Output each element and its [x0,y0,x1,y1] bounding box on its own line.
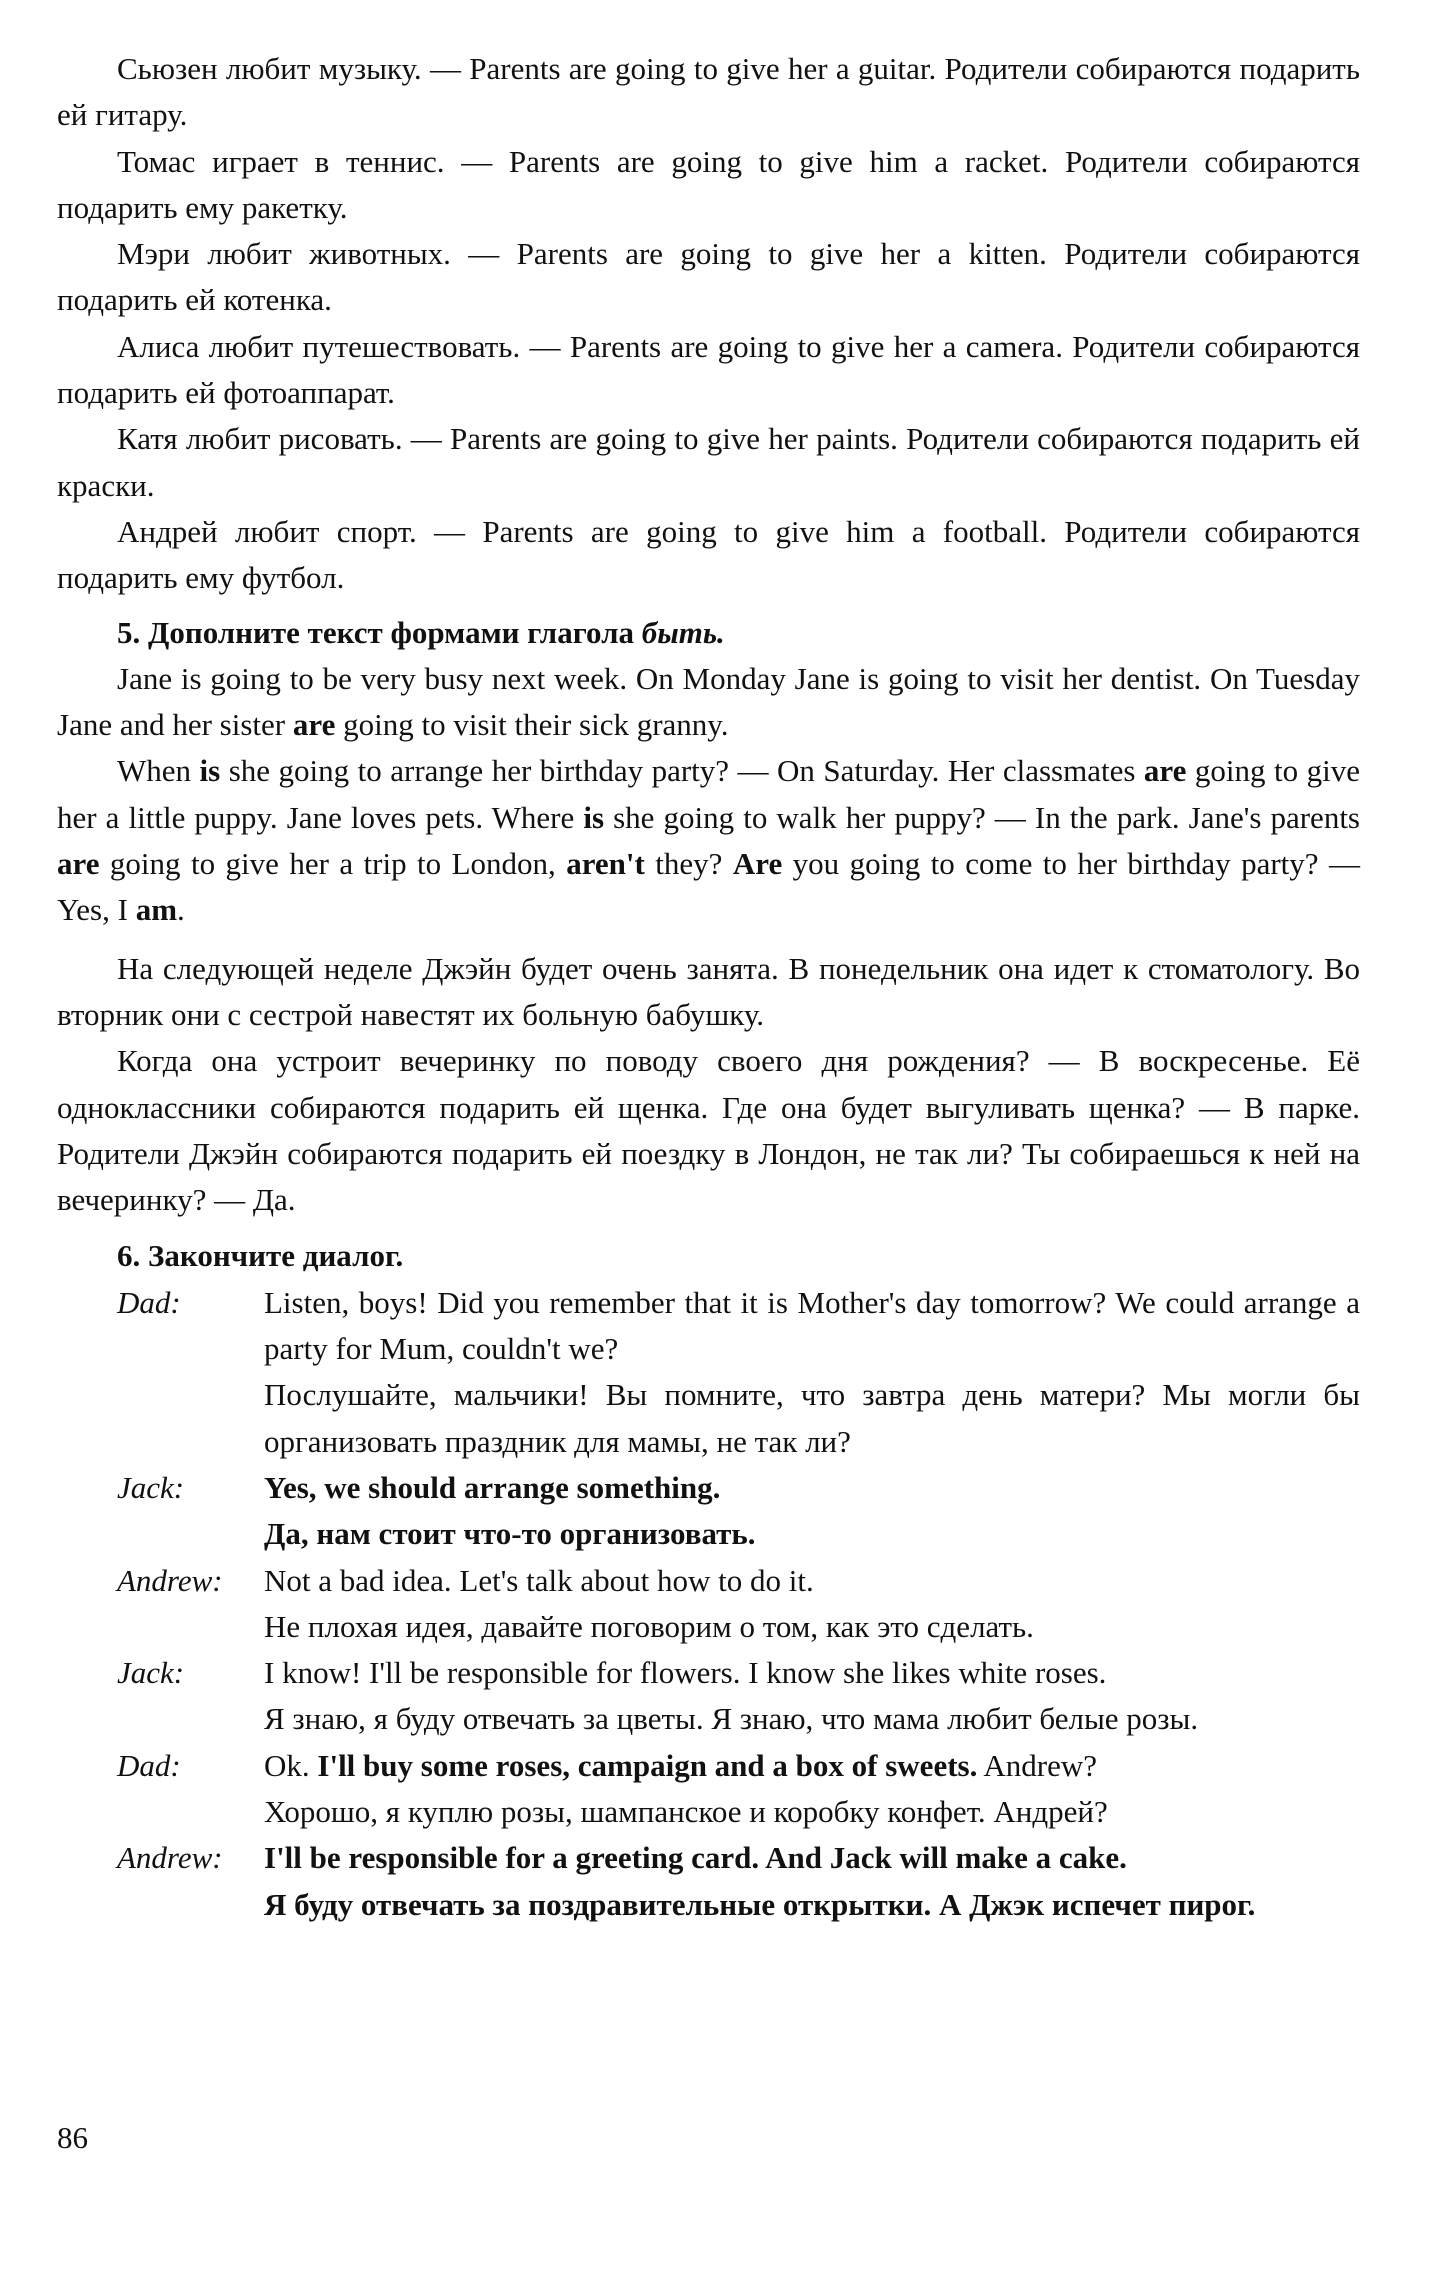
bold-answer: Yes, we should arrange something. [264,1469,721,1505]
text-segment: На следующей неделе Джэйн будет очень занята. В понедельник она идет к стоматологу. Во вторник они с сестрой навестят их больную бабушку. [57,950,1360,1032]
dialogue-line [264,1558,1360,1604]
bold-answer: aren't [566,846,645,882]
textbook-page [57,46,1360,1928]
text-segment: Катя любит рисовать. — Parents are going to give her paints. Родители собираются подарить ей краски. [57,421,1360,503]
text-segment: When [117,753,200,789]
text-segment: they? [644,846,733,882]
exercise-5-heading [57,610,1360,656]
bold-answer: are [1143,753,1187,789]
dialogue-lines [264,1558,1360,1651]
dialogue-turn [57,1835,1360,1928]
text-segment: Хорошо, я куплю розы, шампанское и коробку конфет. Андрей? [264,1793,1108,1829]
text-segment: Мэри любит животных. — Parents are going to give her a kitten. Родители собираются подарить ей котенка. [57,236,1360,318]
dialogue-line [264,1604,1360,1650]
dialogue-line [264,1882,1360,1928]
bold-answer: Да, нам стоит что-то организовать. [264,1516,756,1552]
speaker-label: Dad: [117,1747,181,1783]
dialogue-line [264,1280,1360,1373]
text-segment: Не плохая идея, давайте поговорим о том, как это сделать. [264,1608,1034,1644]
speaker-label: Dad: [117,1284,181,1320]
bold-answer: are [57,846,100,882]
dialogue-line [264,1372,1360,1465]
paragraph [57,748,1360,933]
speaker-label: Andrew: [117,1562,223,1598]
paragraph [57,416,1360,509]
paragraph [57,656,1360,749]
bold-answer: are [292,707,336,743]
paragraph [57,1038,1360,1223]
dialogue-turn [57,1743,1360,1836]
text-segment: Listen, boys! Did you remember that it is Mother's day tomorrow? We could arrange a party for Mum, couldn't we? [264,1284,1360,1367]
dialogue-line [264,1789,1360,1835]
text-segment: Томас играет в теннис. — Parents are going to give him a racket. Родители собираются подарить ему ракетку. [57,143,1360,225]
text-segment: . [177,892,185,928]
text-segment: going to give her a little puppy. Jane loves pets. Where [57,753,1360,835]
dialogue-turn [57,1650,1360,1743]
speaker-label: Jack: [117,1655,185,1691]
text-segment: Я знаю, я буду отвечать за цветы. Я знаю, что мама любит белые розы. [264,1701,1199,1737]
dialogue-line [264,1696,1360,1742]
text-segment: Послушайте, мальчики! Вы помните, что завтра день матери? Мы могли бы организовать праздник для мамы, не так ли? [264,1377,1360,1459]
text-segment: Когда она устроит вечеринку по поводу своего дня рождения? — В воскресенье. Её одноклассники собираются подарить ей щенка. Где она будет выгуливать щенка? — В парке. Родители Джэйн собираются подарить ей поездку в Лондон, не так ли? Ты собираешься к ней на вечеринку? — Да. [57,1043,1360,1218]
bold-answer: I'll buy some roses, campaign and a box of sweets. [317,1747,978,1783]
paragraph [57,46,1360,139]
dialogue-lines [264,1465,1360,1558]
dialogue-line [264,1511,1360,1557]
bold-answer: is [199,753,221,789]
text-segment: she going to arrange her birthday party? — On Saturday. Her classmates [220,753,1144,789]
bold-answer: I'll be responsible for a greeting card. And Jack will make a cake. [264,1840,1127,1876]
dialogue-turn [57,1280,1360,1465]
dialogue-line [264,1650,1360,1696]
paragraph [57,509,1360,602]
dialogue-lines [264,1280,1360,1465]
text-segment: Jane is going to be very busy next week. On Monday Jane is going to visit her dentist. On Tuesday Jane and her sister [57,660,1360,743]
dialogue-turn [57,1465,1360,1558]
text-segment: Andrew? [977,1747,1097,1783]
exercise-5-body [57,656,1360,1224]
dialogue-lines [264,1835,1360,1928]
text-segment: Андрей любит спорт. — Parents are going to give him a football. Родители собираются подарить ему футбол. [57,513,1360,596]
text-segment: I know! I'll be responsible for flowers. I know she likes white roses. [264,1655,1107,1691]
exercise-6-dialogue [57,1280,1360,1928]
text-segment: she going to walk her puppy? — In the park. Jane's parents [604,799,1360,835]
dialogue-line [264,1743,1360,1789]
bold-answer: Я буду отвечать за поздравительные открытки. А Джэк испечет пирог. [264,1886,1256,1922]
exercise-6-heading: 6. Закончите диалог. [117,1238,404,1274]
bold-answer: is [583,799,605,835]
text-segment: you going to come to her birthday party? — Yes, I [57,846,1360,928]
bold-answer: Are [732,846,783,882]
dialogue-line [264,1835,1360,1881]
speaker-label: Andrew: [117,1840,223,1876]
bold-answer: am [135,892,178,928]
dialogue-turn [57,1558,1360,1651]
intro-section [57,46,1360,602]
text-segment: going to visit their sick granny. [335,707,729,743]
heading-emphasis: быть. [641,614,725,650]
paragraph [57,139,1360,232]
text-segment: Not a bad idea. Let's talk about how to do it. [264,1562,814,1598]
text-segment: Ok. [264,1747,318,1783]
text-segment: Алиса любит путешествовать. — Parents are going to give her a camera. Родители собираются подарить ей фотоаппарат. [57,328,1360,411]
paragraph [57,231,1360,324]
dialogue-lines [264,1650,1360,1743]
text-segment: going to give her a trip to London, [99,846,567,882]
speaker-label: Jack: [117,1469,185,1505]
paragraph [57,324,1360,417]
page-number: 86 [57,2120,88,2155]
text-segment: Сьюзен любит музыку. — Parents are going to give her a guitar. Родители собираются подарить ей гитару. [57,51,1360,133]
dialogue-lines [264,1743,1360,1836]
paragraph [57,946,1360,1039]
dialogue-line [264,1465,1360,1511]
heading-text: 5. Дополните текст формами глагола [117,614,642,650]
